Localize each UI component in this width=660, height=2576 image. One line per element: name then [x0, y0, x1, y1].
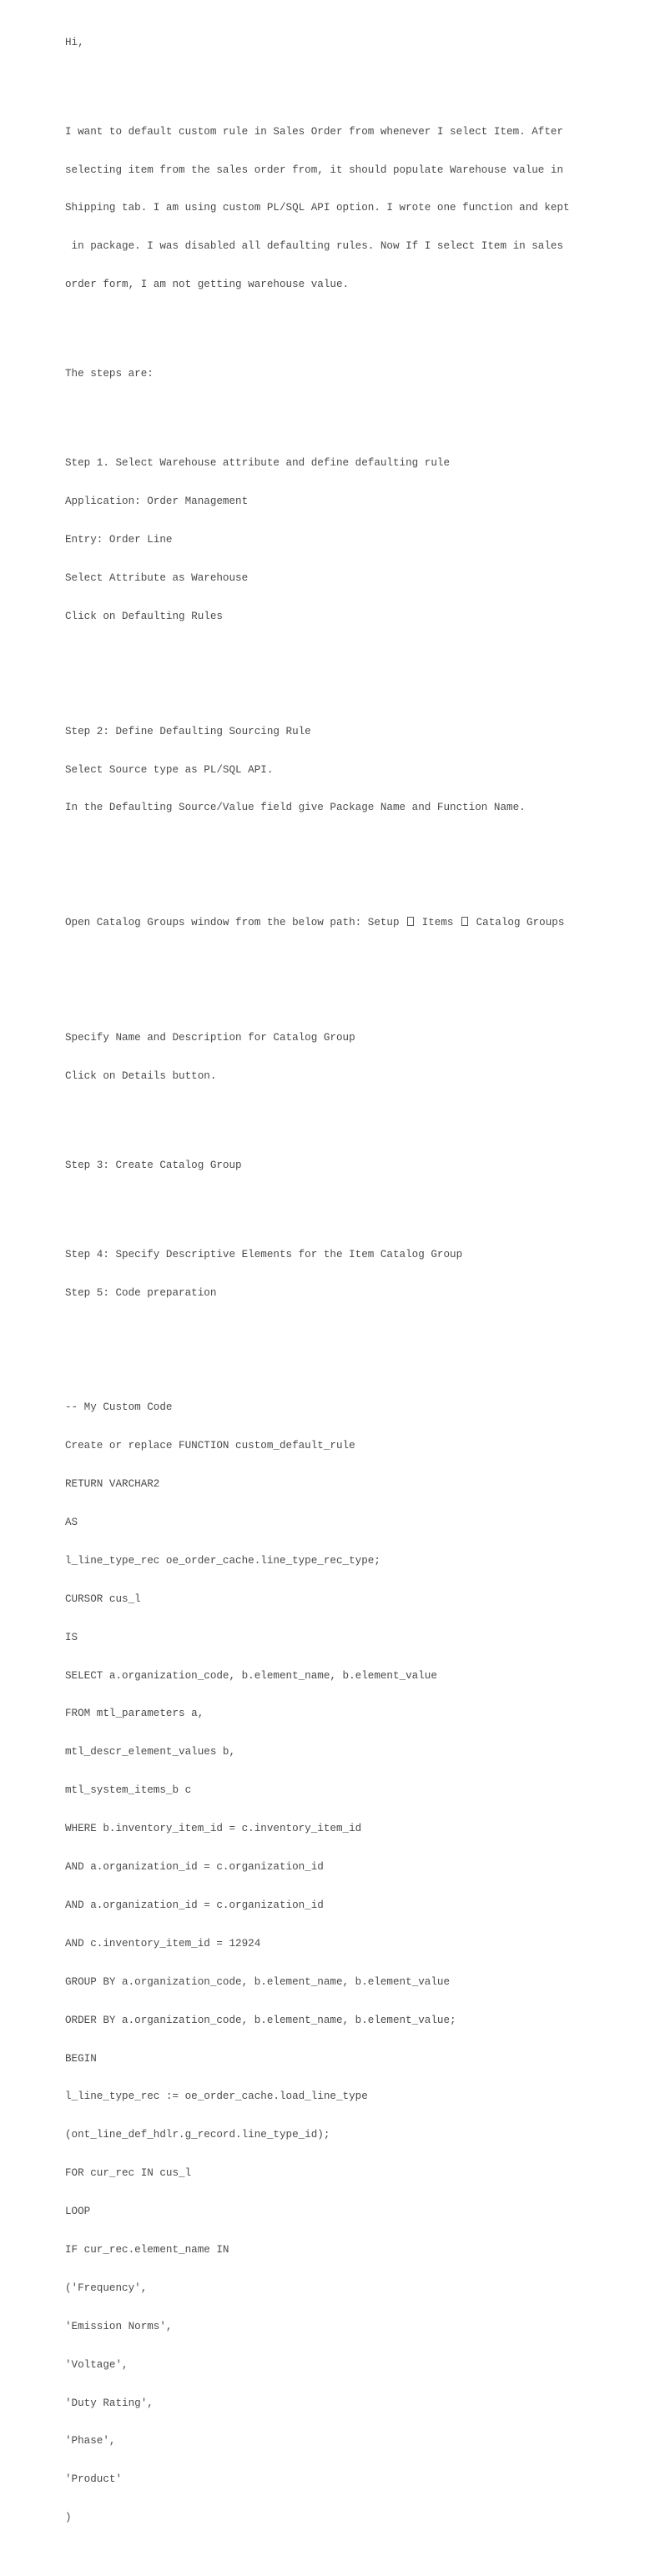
step1-line: Entry: Order Line — [65, 534, 173, 546]
step1-line: Application: Order Management — [65, 496, 249, 508]
missing-glyph-icon — [461, 917, 468, 926]
catalog-path-suffix: Catalog Groups — [476, 917, 565, 929]
intro-line: in package. I was disabled all defaulting rules. Now If I select Item in sales — [65, 240, 564, 253]
intro-paragraph — [65, 100, 653, 317]
catalog-path-line — [65, 917, 653, 929]
forum-post-body — [65, 11, 653, 2576]
code-line: BEGIN — [65, 2052, 97, 2065]
step1-line: Click on Defaulting Rules — [65, 610, 223, 622]
code-line: WHERE b.inventory_item_id = c.inventory_item_id — [65, 1823, 362, 1835]
code-line: LOOP — [65, 2206, 91, 2218]
intro-line: order form, I am not getting warehouse value. — [65, 279, 350, 291]
intro-line: Shipping tab. I am using custom PL/SQL API option. I wrote one function and kept — [65, 202, 570, 214]
code-line: (ont_line_def_hdlr.g_record.line_type_id); — [65, 2129, 330, 2141]
step4-5-line: Step 5: Code preparation — [65, 1286, 217, 1299]
step2-block — [65, 700, 653, 840]
code-line: ('Frequency', — [65, 2282, 148, 2294]
step2-line: Select Source type as PL/SQL API. — [65, 763, 274, 776]
catalog-details-line: Click on Details button. — [65, 1069, 217, 1082]
code-line: CURSOR cus_l — [65, 1592, 141, 1605]
code-line: ORDER BY a.organization_code, b.element_name, b.element_value; — [65, 2014, 456, 2026]
code-line: GROUP BY a.organization_code, b.element_name, b.element_value — [65, 1975, 451, 1988]
greeting — [65, 37, 653, 49]
code-line: AND a.organization_id = c.organization_id — [65, 1899, 324, 1911]
code-line: IF cur_rec.element_name IN — [65, 2243, 229, 2256]
code-line: -- My Custom Code — [65, 1401, 173, 1414]
code-line: SELECT a.organization_code, b.element_name, b.element_value — [65, 1669, 437, 1682]
code-line: FROM mtl_parameters a, — [65, 1708, 204, 1720]
step4-5-line: Step 4: Specify Descriptive Elements for the Item Catalog Group — [65, 1248, 463, 1260]
greeting-line: Hi, — [65, 36, 84, 48]
code-line: ) — [65, 2512, 72, 2524]
catalog-path-middle: Items — [421, 917, 454, 929]
step2-line: In the Defaulting Source/Value field give Package Name and Function Name. — [65, 802, 526, 814]
code-line: Create or replace FUNCTION custom_default_rule — [65, 1440, 355, 1452]
missing-glyph-icon — [407, 917, 414, 926]
code-line: RETURN VARCHAR2 — [65, 1478, 160, 1491]
code-block — [65, 1376, 653, 2550]
catalog-details-block — [65, 1006, 653, 1108]
catalog-details-line: Specify Name and Description for Catalog Group — [65, 1031, 355, 1044]
intro-line: selecting item from the sales order from, it should populate Warehouse value in — [65, 164, 564, 176]
code-line: mtl_descr_element_values b, — [65, 1746, 236, 1758]
code-line: mtl_system_items_b c — [65, 1784, 192, 1797]
step3-line: Step 3: Create Catalog Group — [65, 1159, 242, 1171]
intro-line: I want to default custom rule in Sales Order from whenever I select Item. After — [65, 125, 564, 138]
steps-heading — [65, 368, 653, 380]
code-line: l_line_type_rec := oe_order_cache.load_line_type — [65, 2090, 368, 2103]
code-line: 'Product' — [65, 2473, 123, 2486]
code-line: 'Voltage', — [65, 2358, 128, 2371]
code-line: 'Phase', — [65, 2435, 116, 2448]
step2-line: Step 2: Define Defaulting Sourcing Rule — [65, 725, 311, 737]
step3-block — [65, 1160, 653, 1172]
code-line: AND c.inventory_item_id = 12924 — [65, 1937, 261, 1950]
step1-line: Step 1. Select Warehouse attribute and define defaulting rule — [65, 457, 451, 470]
catalog-path-block — [65, 891, 653, 954]
code-line: 'Duty Rating', — [65, 2397, 154, 2409]
code-line: IS — [65, 1631, 78, 1643]
steps-heading-line: The steps are: — [65, 368, 154, 380]
code-line: FOR cur_rec IN cus_l — [65, 2167, 192, 2180]
step1-block — [65, 432, 653, 649]
code-line: l_line_type_rec oe_order_cache.line_type_rec_type; — [65, 1554, 380, 1567]
step4-5-block — [65, 1223, 653, 1325]
catalog-path-prefix: Open Catalog Groups window from the below path: Setup — [65, 917, 400, 929]
code-line: AND a.organization_id = c.organization_id — [65, 1861, 324, 1874]
code-line: 'Emission Norms', — [65, 2320, 173, 2332]
step1-line: Select Attribute as Warehouse — [65, 572, 249, 585]
code-line: AS — [65, 1517, 78, 1529]
